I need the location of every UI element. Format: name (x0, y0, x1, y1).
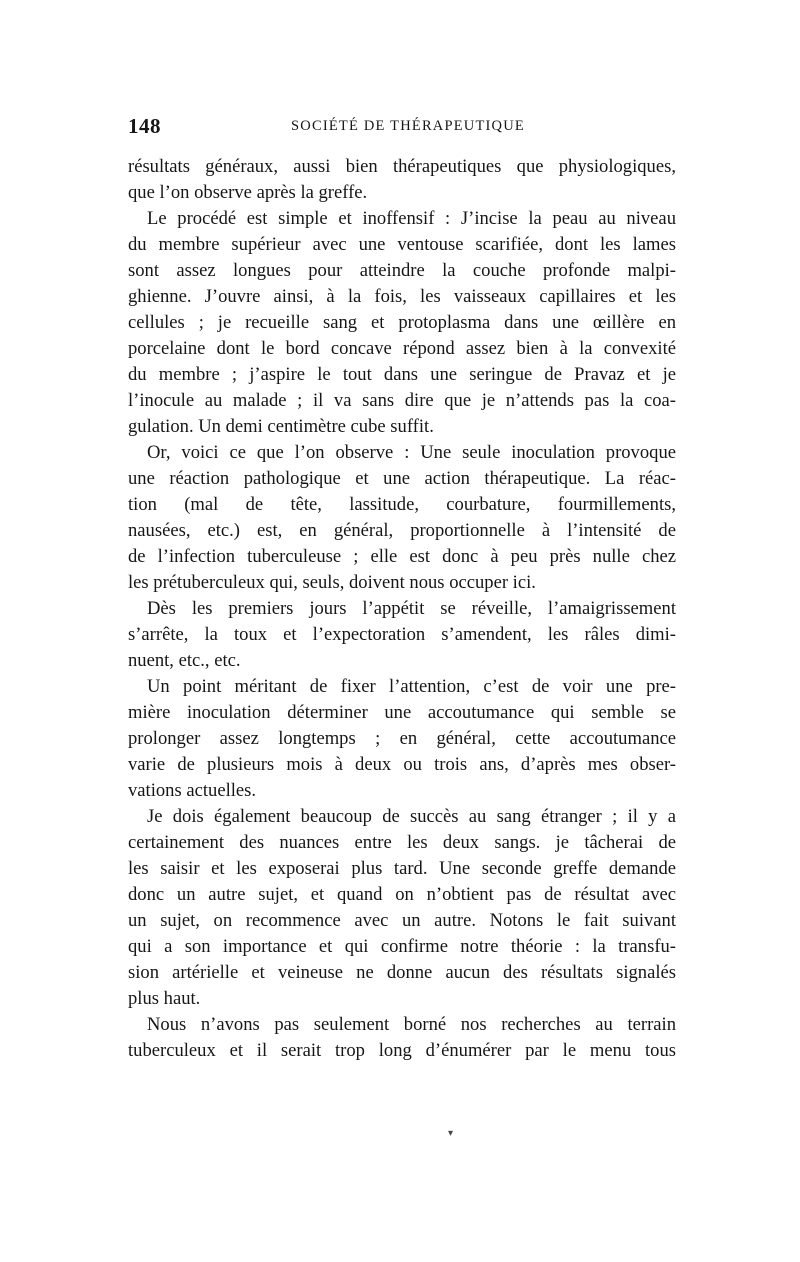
text-line: les prétuberculeux qui, seuls, doivent nous occuper ici. (128, 572, 536, 593)
text-line: donc un autre sujet, et quand on n’obtient pas de résultat avec (128, 884, 676, 905)
text-line: sont assez longues pour atteindre la couche profonde malpi- (128, 260, 676, 281)
text-line: les saisir et les exposerai plus tard. Une seconde greffe demande (128, 858, 676, 879)
text-line: mière inoculation déterminer une accoutumance qui semble se (128, 702, 676, 723)
text-line: du membre ; j’aspire le tout dans une seringue de Pravaz et je (128, 364, 676, 385)
text-line: plus haut. (128, 988, 201, 1009)
text-line: s’arrête, la toux et l’expectoration s’amendent, les râles dimi- (128, 624, 676, 645)
text-line: du membre supérieur avec une ventouse scarifiée, dont les lames (128, 234, 676, 255)
text-line: prolonger assez longtemps ; en général, cette accoutumance (128, 728, 676, 749)
text-line: sion artérielle et veineuse ne donne aucun des résultats signalés (128, 962, 676, 983)
text-line: Or, voici ce que l’on observe : Une seule inoculation provoque (147, 442, 676, 463)
text-line: certainement des nuances entre les deux sangs. je tâcherai de (128, 832, 676, 853)
text-line: ghienne. J’ouvre ainsi, à la fois, les vaisseaux capillaires et les (128, 286, 676, 307)
text-line: résultats généraux, aussi bien thérapeutiques que physiologiques, (128, 156, 676, 177)
text-line: nuent, etc., etc. (128, 650, 241, 671)
text-line: qui a son importance et qui confirme notre théorie : la transfu- (128, 936, 676, 957)
text-line: gulation. Un demi centimètre cube suffit. (128, 416, 434, 437)
text-line: Nous n’avons pas seulement borné nos recherches au terrain (147, 1014, 676, 1035)
text-line: tion (mal de tête, lassitude, courbature, fourmillements, (128, 494, 676, 515)
body-text (128, 154, 676, 1064)
text-line: porcelaine dont le bord concave répond assez bien à la convexité (128, 338, 676, 359)
text-line: de l’infection tuberculeuse ; elle est donc à peu près nulle chez (128, 546, 676, 567)
print-speck: ▾ (448, 1128, 454, 1139)
text-line: varie de plusieurs mois à deux ou trois ans, d’après mes obser- (128, 754, 676, 775)
text-line: Dès les premiers jours l’appétit se réveille, l’amaigrissement (147, 598, 676, 619)
text-line: que l’on observe après la greffe. (128, 182, 368, 203)
page-number: 148 (128, 114, 161, 138)
page-header: 148 SOCIÉTÉ DE THÉRAPEUTIQUE (128, 114, 525, 138)
text-line: Je dois également beaucoup de succès au sang étranger ; il y a (147, 806, 676, 827)
text-line: vations actuelles. (128, 780, 257, 801)
text-line: nausées, etc.) est, en général, proportionnelle à l’intensité de (128, 520, 676, 541)
text-line: tuberculeux et il serait trop long d’énumérer par le menu tous (128, 1040, 676, 1061)
text-line: cellules ; je recueille sang et protoplasma dans une œillère en (128, 312, 676, 333)
text-line: Un point méritant de fixer l’attention, c’est de voir une pre- (147, 676, 676, 697)
text-line: Le procédé est simple et inoffensif : J’incise la peau au niveau (147, 208, 676, 229)
text-line: un sujet, on recommence avec un autre. Notons le fait suivant (128, 910, 676, 931)
text-line: l’inocule au malade ; il va sans dire que je n’attends pas la coa- (128, 390, 676, 411)
text-line: une réaction pathologique et une action thérapeutique. La réac- (128, 468, 676, 489)
